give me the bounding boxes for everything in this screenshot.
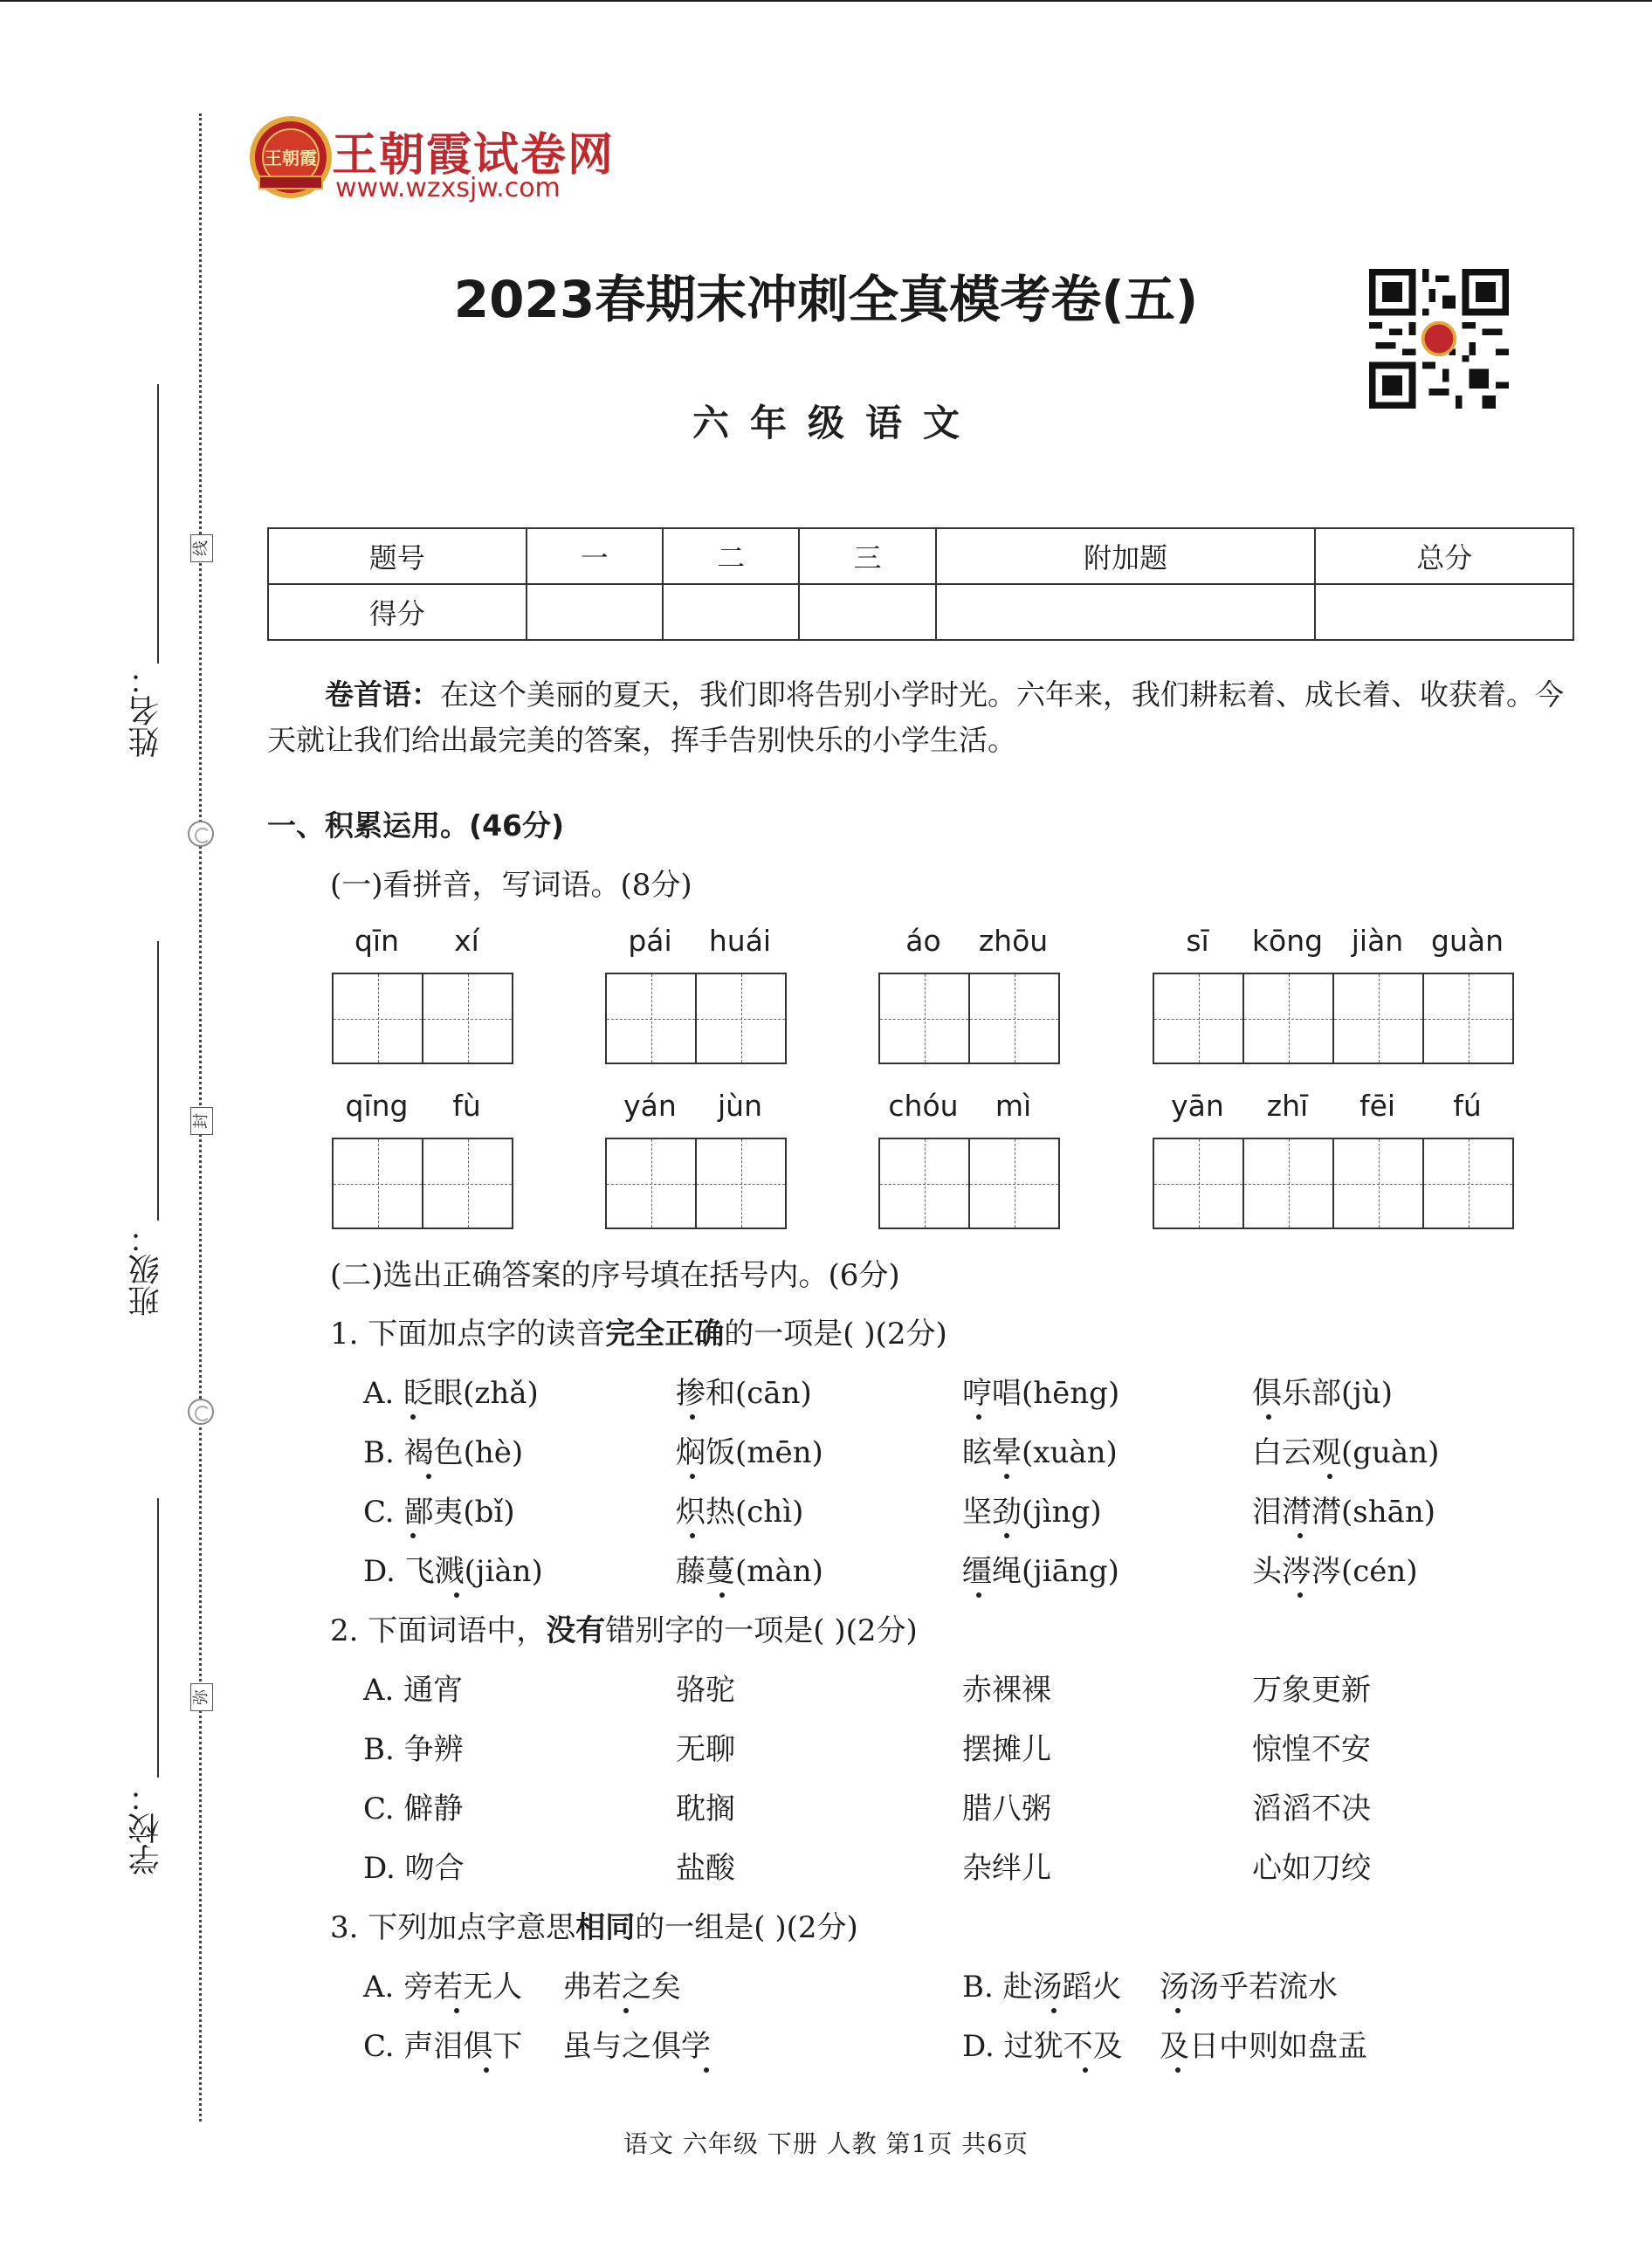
emphasis-dot (690, 1533, 695, 1538)
name-label: 姓名： (128, 664, 164, 758)
pinyin-label: qīng (345, 1089, 409, 1123)
pinyin-label: chóu (888, 1089, 959, 1123)
intro-label: 卷首语： (325, 677, 440, 712)
part-2-title: (二)选出正确答案的序号填在括号内。(6分) (330, 1258, 900, 1293)
q2-option-item: 盐酸 (676, 1851, 735, 1886)
logo-title[interactable]: 王朝霞试卷网 (332, 129, 616, 182)
q1-option-item: 焖饭(mēn) (676, 1435, 823, 1470)
emphasis-dot (1004, 1533, 1009, 1538)
school-label: 学校： (128, 1781, 164, 1875)
score-row-label: 得分 (268, 584, 527, 640)
pinyin-label: zhī (1266, 1089, 1309, 1123)
pinyin-group (1153, 1089, 1512, 1123)
q2-option-item: 骆驼 (676, 1673, 735, 1708)
q3-option-item: 虽与之俱学 (562, 2029, 711, 2064)
ornament-icon (188, 821, 214, 847)
cut-mark-closure: 弥 (190, 1683, 213, 1711)
emphasis-dot (690, 1474, 695, 1479)
score-table-header: 附加题 (936, 528, 1316, 584)
cut-mark-seal: 封 (190, 1107, 213, 1135)
emphasis-dot (410, 1533, 416, 1538)
pinyin-group (332, 1089, 512, 1123)
logo-url[interactable]: www.wzxsjw.com (335, 173, 561, 203)
question-2: 2. 下面词语中，没有错别字的一项是( )(2分) (330, 1613, 918, 1648)
score-table-header: 题号 (268, 528, 527, 584)
svg-text:王朝霞: 王朝霞 (265, 148, 317, 169)
pinyin-label: yān (1171, 1089, 1224, 1123)
pinyin-label: yán (623, 1089, 677, 1123)
q1-option-item: 白云观(guàn) (1252, 1435, 1440, 1470)
intro-text: 在这个美丽的夏天，我们即将告别小学时光。六年来，我们耕耘着、成长着、收获着。今天就让我们给出最完美的答案，挥手告别快乐的小学生活。 (267, 677, 1564, 757)
emphasis-dot (976, 1414, 981, 1420)
pinyin-label: kōng (1251, 924, 1324, 958)
q1-option-item: 藤蔓(màn) (676, 1554, 823, 1589)
writing-grid[interactable] (1153, 973, 1514, 1064)
q3-option-item: 及日中则如盘盂 (1160, 2029, 1367, 2064)
q2-option-b[interactable]: B. 争辨 (363, 1732, 464, 1767)
school-line[interactable] (157, 1498, 159, 1778)
pinyin-label: pái (628, 924, 672, 958)
emphasis-dot (454, 2008, 459, 2013)
pinyin-label: huái (708, 924, 772, 958)
q1-option-b[interactable]: B. 褐色(hè) (363, 1435, 524, 1470)
score-table-header: 一 (527, 528, 663, 584)
q1-option-c[interactable]: C. 鄙夷(bǐ) (363, 1495, 515, 1530)
pinyin-label: jiàn (1351, 924, 1404, 958)
emphasis-dot (1004, 1474, 1009, 1479)
pinyin-group (605, 1089, 785, 1123)
q2-option-item: 杂绊儿 (962, 1851, 1051, 1886)
emphasis-dot (704, 2067, 709, 2073)
q1-option-item: 泪潸潸(shān) (1252, 1495, 1436, 1530)
q1-option-item: 掺和(cān) (676, 1376, 812, 1411)
score-cell[interactable] (663, 584, 799, 640)
pinyin-label: áo (905, 924, 941, 958)
pinyin-label: fēi (1359, 1089, 1396, 1123)
score-table (267, 527, 1574, 641)
score-cell[interactable] (936, 584, 1316, 640)
emphasis-dot (1298, 1592, 1303, 1598)
q1-option-item: 炽热(chì) (676, 1495, 804, 1530)
pinyin-label: qīn (354, 924, 400, 958)
page-footer: 语文 六年级 下册 人教 第1页 共6页 (623, 2129, 1029, 2158)
score-cell[interactable] (1315, 584, 1573, 640)
pinyin-label: fú (1453, 1089, 1482, 1123)
cut-mark-line: 线 (190, 534, 213, 562)
q1-option-item: 眩晕(xuàn) (962, 1435, 1118, 1470)
writing-grid[interactable] (1153, 1138, 1514, 1229)
pinyin-group (332, 924, 512, 958)
pinyin-label: jùn (718, 1089, 762, 1123)
pinyin-group (1153, 924, 1512, 958)
q1-option-item: 坚劲(jìng) (962, 1495, 1102, 1530)
emphasis-dot (719, 1592, 725, 1598)
question-1: 1. 下面加点字的读音完全正确的一项是( )(2分) (330, 1317, 947, 1351)
top-border (0, 0, 1652, 2)
emphasis-dot (1083, 2067, 1088, 2073)
pinyin-label: mì (995, 1089, 1032, 1123)
emphasis-dot (454, 1592, 459, 1598)
q2-option-item: 腊八粥 (962, 1792, 1051, 1826)
q3-option-item: 汤汤乎若流水 (1160, 1970, 1338, 2005)
pinyin-label: zhōu (978, 924, 1049, 958)
emphasis-dot (426, 1474, 431, 1479)
pinyin-label: guàn (1431, 924, 1504, 958)
pinyin-label: fù (452, 1089, 481, 1123)
q2-option-item: 滔滔不决 (1252, 1792, 1371, 1826)
exam-subtitle: 六年级语文 (692, 402, 981, 444)
emphasis-dot (1051, 2008, 1057, 2013)
logo-badge-icon (247, 113, 334, 201)
emphasis-dot (1327, 1474, 1332, 1479)
question-3: 3. 下列加点字意思相同的一组是( )(2分) (330, 1910, 858, 1945)
q1-option-item: 头涔涔(cén) (1252, 1554, 1418, 1589)
q2-option-item: 心如刀绞 (1252, 1851, 1371, 1886)
emphasis-dot (976, 1592, 981, 1598)
writing-grid[interactable] (332, 973, 513, 1064)
writing-grid[interactable] (605, 973, 787, 1064)
q2-option-item: 摆摊儿 (962, 1732, 1051, 1767)
writing-grid[interactable] (605, 1138, 787, 1229)
score-table-header: 总分 (1315, 528, 1573, 584)
score-table-header: 三 (799, 528, 935, 584)
score-cell[interactable] (527, 584, 663, 640)
q2-option-item: 惊惶不安 (1252, 1732, 1371, 1767)
q2-option-c[interactable]: C. 僻静 (363, 1792, 464, 1826)
q3-option-c[interactable]: C. 声泪俱下 (363, 2029, 523, 2064)
q3-option-a[interactable]: A. 旁若无人 (363, 1970, 523, 2005)
score-table-header: 二 (663, 528, 799, 584)
q3-option-item: 弗若之矣 (562, 1970, 681, 2005)
q2-option-a[interactable]: A. 通宵 (363, 1673, 464, 1708)
q1-option-item: 俱乐部(jù) (1252, 1376, 1393, 1411)
class-label: 班级： (128, 1222, 164, 1317)
q3-option-d[interactable]: D. 过犹不及 (962, 2029, 1123, 2064)
emphasis-dot (623, 2008, 629, 2013)
score-table-score-row (268, 584, 1573, 640)
emphasis-dot (1266, 1414, 1271, 1420)
pinyin-label: sī (1186, 924, 1209, 958)
q2-option-item: 无聊 (676, 1732, 735, 1767)
q2-option-item: 耽搁 (676, 1792, 735, 1826)
class-line[interactable] (157, 941, 159, 1221)
q1-option-d[interactable]: D. 飞溅(jiàn) (363, 1554, 543, 1589)
q2-option-item: 赤裸裸 (962, 1673, 1051, 1708)
emphasis-dot (410, 1414, 416, 1420)
qr-code-icon[interactable] (1369, 269, 1509, 409)
q3-option-b[interactable]: B. 赴汤蹈火 (962, 1970, 1122, 2005)
emphasis-dot (690, 1414, 695, 1420)
writing-grid[interactable] (878, 973, 1060, 1064)
exam-title: 2023春期末冲刺全真模考卷(五) (453, 270, 1199, 329)
q1-option-item: 缰绳(jiāng) (962, 1554, 1119, 1589)
emphasis-dot (1175, 2067, 1180, 2073)
q2-option-item: 万象更新 (1252, 1673, 1371, 1708)
emphasis-dot (484, 2067, 489, 2073)
pinyin-group (605, 924, 785, 958)
writing-grid[interactable] (878, 1138, 1060, 1229)
q1-option-item: 哼唱(hēng) (962, 1376, 1120, 1411)
pinyin-group (878, 1089, 1058, 1123)
score-cell[interactable] (799, 584, 935, 640)
q1-option-a[interactable]: A. 眨眼(zhǎ) (363, 1376, 539, 1411)
section-1-title: 一、积累运用。(46分) (267, 808, 565, 843)
q2-option-d[interactable]: D. 吻合 (363, 1851, 465, 1886)
intro-paragraph (267, 672, 1577, 763)
pinyin-label: xí (454, 924, 479, 958)
ornament-icon (188, 1399, 214, 1425)
emphasis-dot (1175, 2008, 1180, 2013)
pinyin-group (878, 924, 1058, 958)
writing-grid[interactable] (332, 1138, 513, 1229)
part-1-title: (一)看拼音，写词语。(8分) (330, 868, 692, 903)
score-table-header-row (268, 528, 1573, 584)
emphasis-dot (1298, 1533, 1303, 1538)
